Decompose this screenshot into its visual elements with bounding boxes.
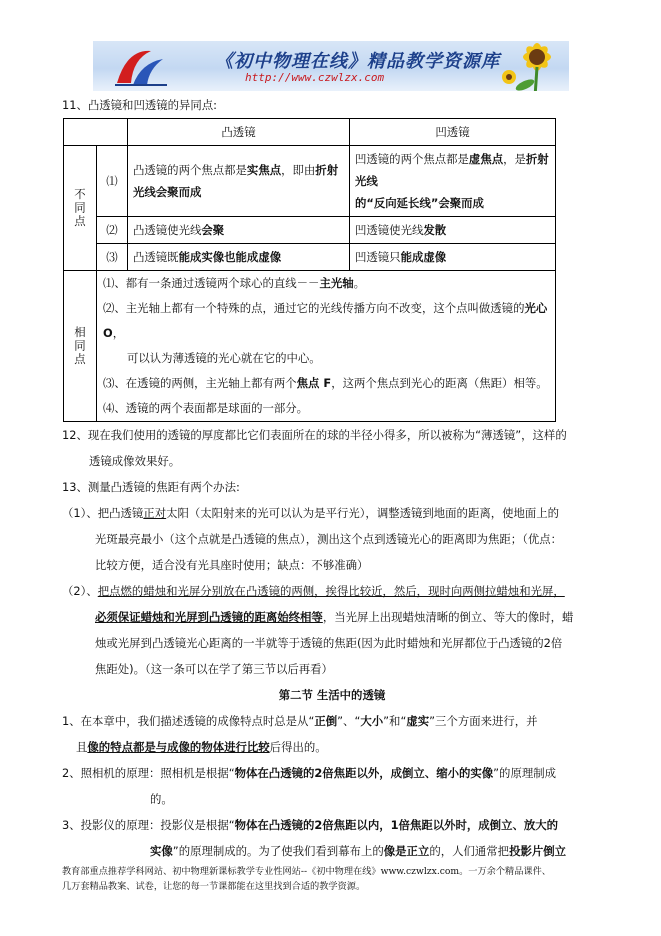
convex-cell: 凸透镜既能成实像也能成虚像 (128, 244, 350, 271)
section-2-point-3-line-1: 3、投影仪的原理：投影仪是根据“物体在凸透镜的2倍焦距以内，1倍焦距以外时，成倒立、放大的 (62, 818, 559, 832)
concave-cell: 凹透镜使光线发散 (350, 217, 556, 244)
section-2-point-1-line-2: 且像的特点都是与成像的物体进行比较后得出的。 (76, 740, 327, 754)
same-label: 相同点 (64, 271, 97, 422)
table-row (64, 146, 556, 217)
method-2-line-4: 焦距处)。（这一条可以在学了第三节以后再看） (95, 662, 333, 676)
table-row (64, 217, 556, 244)
method-1-line-2: 光斑最亮最小（这个点就是凸透镜的焦点），测出这个点到透镜光心的距离即为焦距；（优点： (95, 532, 563, 546)
row-number: ⑶ (97, 244, 128, 271)
same-points-cell (97, 271, 556, 422)
section-2-point-2-line-2: 的。 (150, 792, 173, 806)
table-row (64, 244, 556, 271)
concave-cell: 凹透镜只能成虚像 (350, 244, 556, 271)
section-2-point-3-line-2: 实像”的原理制成的。为了使我们看到幕布上的像是正立的，人们通常把投影片倒立 (150, 844, 567, 858)
page-footer (62, 864, 622, 894)
method-2-line-1: （2）、把点燃的蜡烛和光屏分别放在凸透镜的两侧，挨得比较近，然后，现时向两侧拉蜡烛和光屏， (62, 584, 565, 598)
method-1-line-3: 比较方便，适合没有光具座时使用；缺点：不够准确） (95, 558, 369, 572)
item-12-line-2: 透镜成像效果好。 (89, 454, 181, 468)
method-2-line-2: 必须保证蜡烛和光屏到凸透镜的距离始终相等，当光屏上出现蜡烛清晰的倒立、等大的像时，蜡 (95, 610, 574, 624)
list-item: 可以认为薄透镜的光心就在它的中心。 (127, 351, 321, 365)
document-body (62, 92, 602, 864)
header-concave-lens: 凹透镜 (350, 119, 556, 146)
section-2-point-2-line-1: 2、照相机的原理：照相机是根据“物体在凸透镜的2倍焦距以外，成倒立、缩小的实像”的原理制成 (62, 766, 557, 780)
czwlzx-logo-icon (111, 45, 171, 89)
diff-label: 不同点 (64, 146, 97, 271)
banner-url: http://www.czwlzx.com (245, 71, 385, 84)
sunflower-icon (495, 41, 565, 91)
list-item: ⑶、在透镜的两侧，主光轴上都有两个焦点 F，这两个焦点到光心的距离（焦距）相等。 (103, 376, 548, 390)
item-13-heading: 13、测量凸透镜的焦距有两个办法: (62, 480, 240, 494)
item-11-heading: 11、凸透镜和凹透镜的异同点: (62, 98, 218, 112)
lens-comparison-table (63, 118, 556, 422)
method-2-line-3: 烛或光屏到凸透镜光心距离的一半就等于透镜的焦距(因为此时蜡烛和光屏都位于凸透镜的2倍 (95, 636, 563, 650)
section-2-point-1-line-1: 1、在本章中，我们描述透镜的成像特点时总是从“正倒”、“大小”和“虚实”三个方面来进行，并 (62, 714, 538, 728)
row-number: ⑵ (97, 217, 128, 244)
table-header-row (64, 119, 556, 146)
footer-line-2: 几万套精品教案、试卷，让您的每一节课都能在这里找到合适的教学资源。 (62, 881, 366, 892)
list-item: ⑵、主光轴上都有一个特殊的点，通过它的光线传播方向不改变，这个点叫做透镜的光心 O， (103, 301, 548, 340)
item-12-line-1: 12、现在我们使用的透镜的厚度都比它们表面所在的球的半径小得多，所以被称为“薄透镜”，这样的 (62, 428, 567, 442)
row-number: ⑴ (97, 146, 128, 217)
convex-cell: 凸透镜的两个焦点都是实焦点，即由折射 光线会聚而成 (128, 146, 350, 217)
header-convex-lens: 凸透镜 (128, 119, 350, 146)
list-item: ⑷、透镜的两个表面都是球面的一部分。 (103, 401, 309, 415)
concave-cell: 凹透镜的两个焦点都是虚焦点，是折射光线 的“反向延长线”会聚而成 (350, 146, 556, 217)
convex-cell: 凸透镜使光线会聚 (128, 217, 350, 244)
method-1-line-1: （1）、把凸透镜正对太阳（太阳射来的光可以认为是平行光），调整透镜到地面的距离，使地面上的 (62, 506, 560, 520)
footer-line-1: 教育部重点推荐学科网站、初中物理新课标教学专业性网站--《初中物理在线》www.czwlzx.com。一万余个精品课件、 (62, 866, 551, 877)
banner-title: 《初中物理在线》精品教学资源库 (215, 51, 500, 72)
table-row (64, 271, 556, 422)
header-banner (93, 41, 569, 91)
list-item: ⑴、都有一条通过透镜两个球心的直线－－主光轴。 (103, 276, 366, 290)
section-2-title: 第二节 生活中的透镜 (278, 688, 386, 702)
